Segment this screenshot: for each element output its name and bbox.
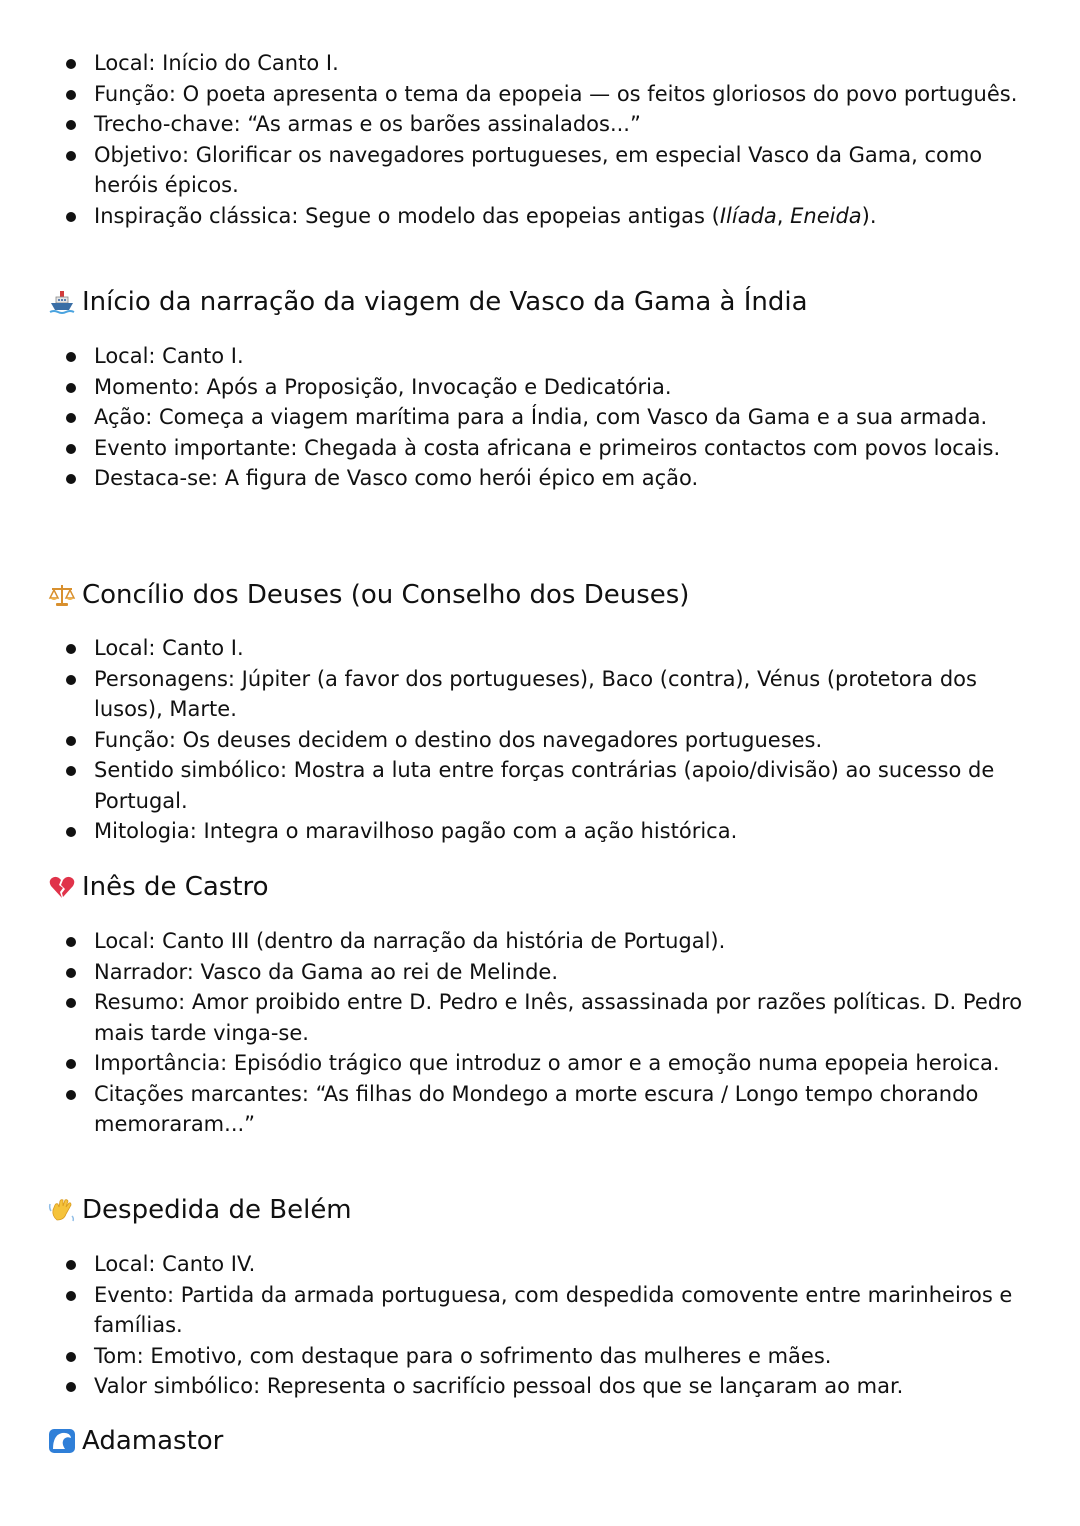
list-item: Narrador: Vasco da Gama ao rei de Melinde.	[0, 957, 1080, 988]
list-item: Evento importante: Chegada à costa africana e primeiros contactos com povos locais.	[0, 433, 1080, 464]
list-item: Local: Canto I.	[0, 633, 1080, 664]
section-list-concilio	[0, 633, 1080, 847]
section-title: Concílio dos Deuses (ou Conselho dos Deuses)	[82, 580, 690, 610]
list-item: Função: Os deuses decidem o destino dos navegadores portugueses.	[0, 725, 1080, 756]
water-wave-icon	[48, 1427, 76, 1455]
section-heading-viagem	[48, 284, 808, 320]
list-item: Ação: Começa a viagem marítima para a Índia, com Vasco da Gama e a sua armada.	[0, 402, 1080, 433]
ship-icon	[48, 288, 76, 316]
section-title: Despedida de Belém	[82, 1195, 352, 1225]
section-heading-belem	[48, 1192, 352, 1228]
list-item	[0, 201, 1080, 232]
section-list-ines	[0, 926, 1080, 1140]
section-title: Adamastor	[82, 1426, 224, 1456]
list-item: Mitologia: Integra o maravilhoso pagão com a ação histórica.	[0, 816, 1080, 847]
section-heading-concilio	[48, 577, 689, 613]
list-item: Personagens: Júpiter (a favor dos portugueses), Baco (contra), Vénus (protetora dos lusos), Marte.	[0, 664, 1080, 725]
list-item: Local: Canto IV.	[0, 1249, 1080, 1280]
section-heading-adamastor	[48, 1423, 223, 1459]
separator-text: ,	[776, 203, 791, 228]
list-item-text: Inspiração clássica: Segue o modelo das epopeias antigas (	[94, 203, 720, 228]
list-item: Momento: Após a Proposição, Invocação e Dedicatória.	[0, 372, 1080, 403]
list-item: Local: Canto III (dentro da narração da história de Portugal).	[0, 926, 1080, 957]
list-item: Resumo: Amor proibido entre D. Pedro e Inês, assassinada por razões políticas. D. Pedro mais tarde vinga-se.	[0, 987, 1080, 1048]
list-item: Citações marcantes: “As filhas do Mondego a morte escura / Longo tempo chorando memoraram...”	[0, 1079, 1080, 1140]
list-item: Valor simbólico: Representa o sacrifício pessoal dos que se lançaram ao mar.	[0, 1371, 1080, 1402]
broken-heart-icon	[48, 873, 76, 901]
list-item: Local: Canto I.	[0, 341, 1080, 372]
list-item: Evento: Partida da armada portuguesa, com despedida comovente entre marinheiros e famílias.	[0, 1280, 1080, 1341]
list-item: Local: Início do Canto I.	[0, 48, 1080, 79]
italic-title-iliada: Ilíada	[719, 203, 777, 228]
section-list-proposicao	[0, 48, 1080, 231]
list-item: Importância: Episódio trágico que introduz o amor e a emoção numa epopeia heroica.	[0, 1048, 1080, 1079]
section-title: Inês de Castro	[82, 872, 269, 902]
waving-hand-icon	[48, 1196, 76, 1224]
list-item: Tom: Emotivo, com destaque para o sofrimento das mulheres e mães.	[0, 1341, 1080, 1372]
list-item: Função: O poeta apresenta o tema da epopeia — os feitos gloriosos do povo português.	[0, 79, 1080, 110]
section-heading-ines	[48, 869, 269, 905]
italic-title-eneida: Eneida	[790, 203, 862, 228]
section-title: Início da narração da viagem de Vasco da Gama à Índia	[82, 287, 808, 317]
list-item: Objetivo: Glorificar os navegadores portugueses, em especial Vasco da Gama, como heróis épicos.	[0, 140, 1080, 201]
balance-scale-icon	[48, 581, 76, 609]
list-item: Destaca-se: A figura de Vasco como herói épico em ação.	[0, 463, 1080, 494]
closing-text: ).	[861, 203, 877, 228]
section-list-viagem	[0, 341, 1080, 494]
section-list-belem	[0, 1249, 1080, 1402]
list-item: Sentido simbólico: Mostra a luta entre forças contrárias (apoio/divisão) ao sucesso de Portugal.	[0, 755, 1080, 816]
list-item: Trecho-chave: “As armas e os barões assinalados...”	[0, 109, 1080, 140]
